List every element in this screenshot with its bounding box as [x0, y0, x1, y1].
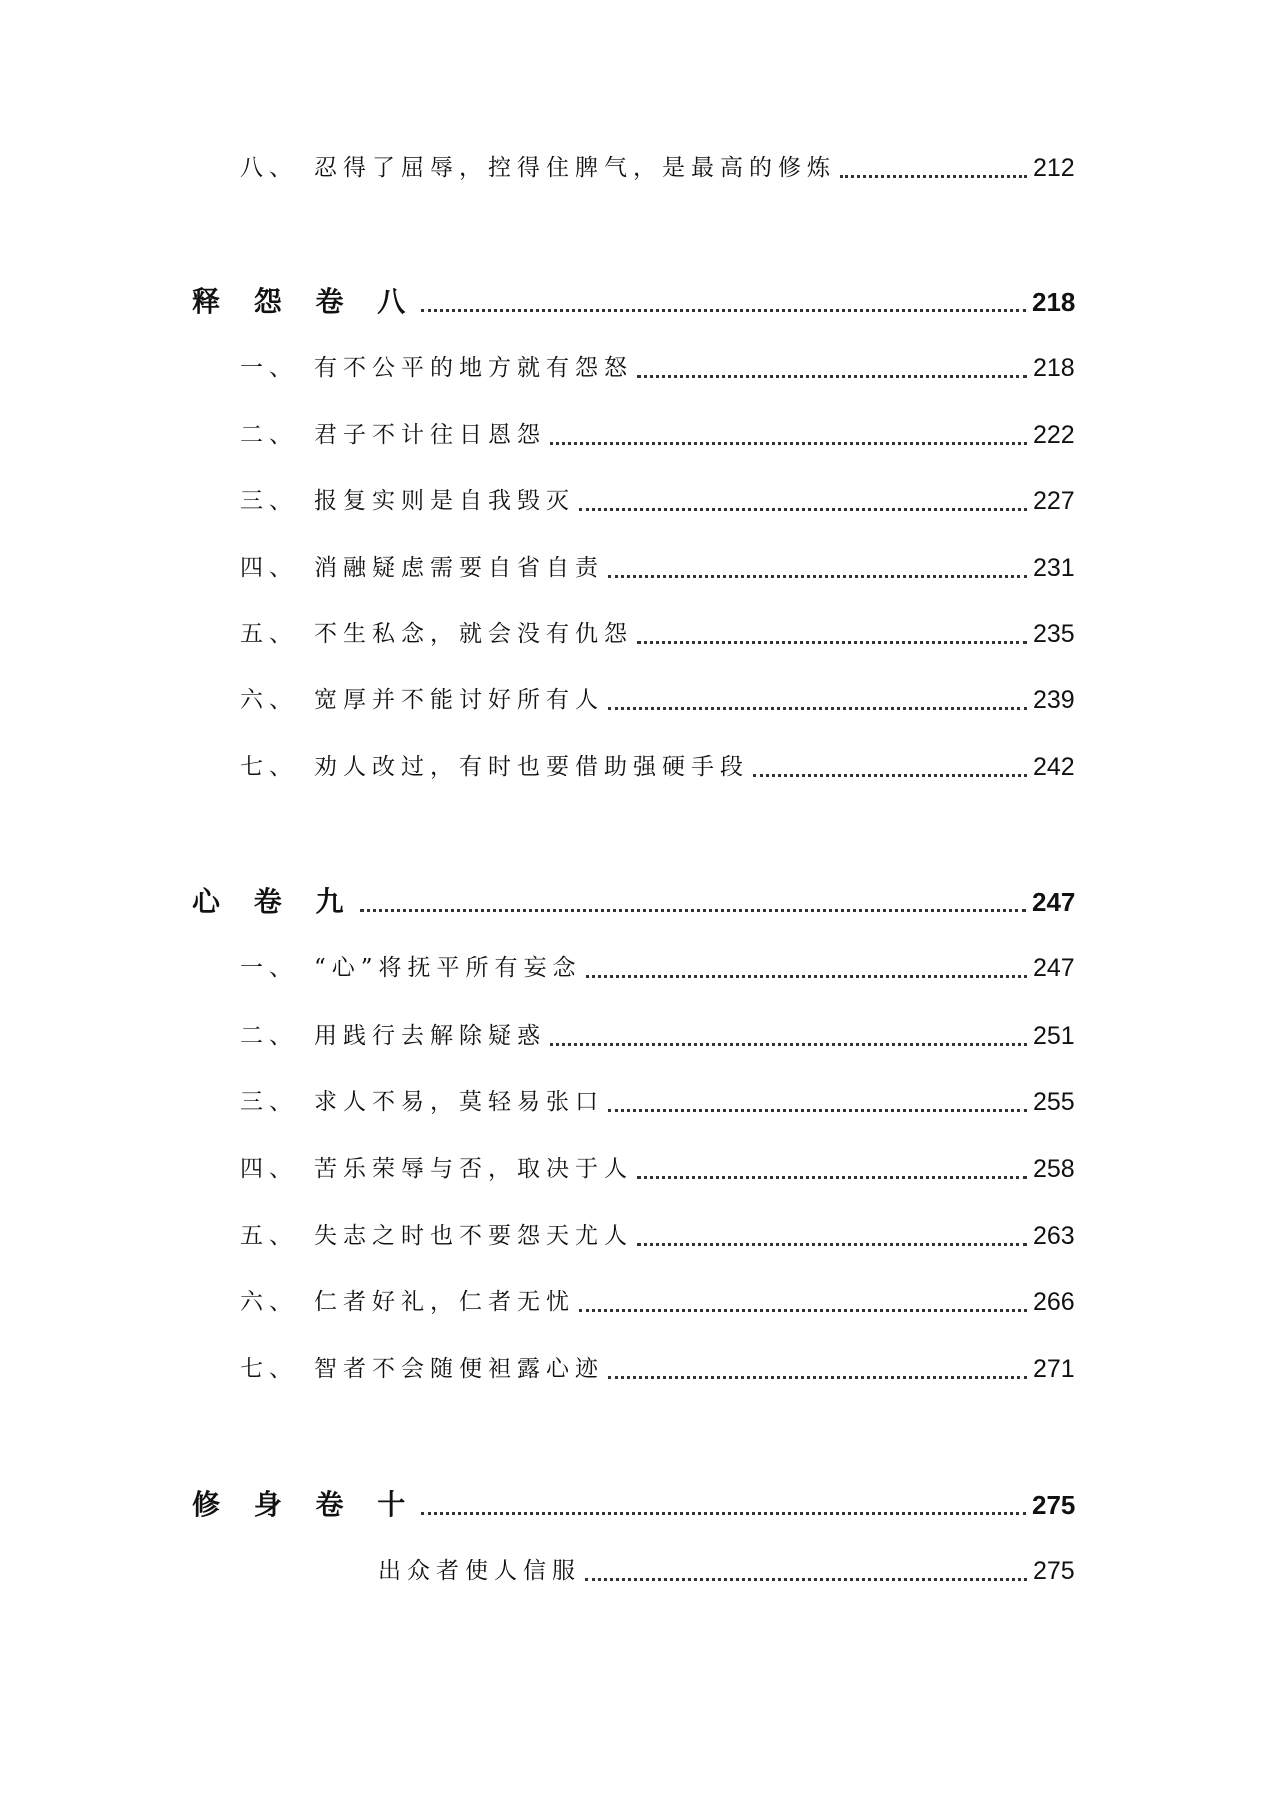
toc-entry-number: 三、 — [240, 488, 298, 514]
toc-dot-leader — [637, 1176, 1027, 1179]
toc-dot-leader — [550, 442, 1027, 445]
toc-entry-title: 不生私念，就会没有仇怨 — [314, 621, 633, 647]
toc-entry-row[interactable] — [0, 1082, 1273, 1122]
toc-dot-leader — [360, 909, 1026, 912]
toc-entry-row[interactable] — [0, 1349, 1273, 1389]
toc-entry-number: 五、 — [240, 621, 298, 647]
toc-entry-row[interactable] — [0, 948, 1273, 988]
toc-entry-title: 失志之时也不要怨天尤人 — [314, 1223, 633, 1249]
toc-page-number: 231 — [1033, 554, 1075, 582]
toc-entry-row[interactable] — [0, 415, 1273, 455]
toc-page-number: 275 — [1033, 1557, 1075, 1585]
toc-dot-leader — [586, 975, 1027, 978]
toc-entry-title: 有不公平的地方就有怨怒 — [314, 355, 633, 381]
toc-entry-number: 六、 — [240, 1289, 298, 1315]
toc-page-number: 247 — [1032, 887, 1076, 917]
toc-page-number: 263 — [1033, 1222, 1075, 1250]
toc-entry-row[interactable] — [0, 548, 1273, 588]
toc-entry-number: 五、 — [240, 1223, 298, 1249]
toc-dot-leader — [550, 1043, 1027, 1046]
toc-dot-leader — [840, 175, 1027, 178]
toc-entry-number: 二、 — [240, 422, 298, 448]
toc-entry-title: 出众者使人信服 — [378, 1558, 581, 1584]
toc-dot-leader — [608, 1109, 1027, 1112]
toc-page-number: 212 — [1033, 154, 1075, 182]
toc-entry-title: 宽厚并不能讨好所有人 — [314, 687, 604, 713]
toc-entry-row[interactable] — [0, 680, 1273, 720]
toc-entry-number: 七、 — [240, 754, 298, 780]
toc-page-number: 275 — [1032, 1490, 1076, 1520]
toc-entry-row[interactable] — [0, 1216, 1273, 1256]
toc-entry-number: 四、 — [240, 555, 298, 581]
toc-entry-number: 二、 — [240, 1023, 298, 1049]
toc-entry-number: 七、 — [240, 1356, 298, 1382]
toc-entry-row[interactable] — [0, 1016, 1273, 1056]
toc-dot-leader — [579, 508, 1027, 511]
toc-dot-leader — [608, 575, 1027, 578]
toc-entry-number: 一、 — [240, 955, 298, 981]
toc-entry-title: 劝人改过，有时也要借助强硬手段 — [314, 754, 749, 780]
toc-page-number: 218 — [1033, 354, 1075, 382]
toc-entry-row[interactable] — [0, 614, 1273, 654]
toc-entry-title: 报复实则是自我毁灭 — [314, 488, 575, 514]
toc-entry-row[interactable] — [0, 348, 1273, 388]
toc-entry-number: 八、 — [240, 155, 298, 181]
toc-entry-title: 用践行去解除疑惑 — [314, 1023, 546, 1049]
toc-page-number: 242 — [1033, 753, 1075, 781]
toc-entry-title: 仁者好礼，仁者无忧 — [314, 1289, 575, 1315]
toc-page-number: 235 — [1033, 620, 1075, 648]
toc-entry-number: 三、 — [240, 1089, 298, 1115]
toc-dot-leader — [579, 1309, 1027, 1312]
toc-section-title: 心 卷 九 — [192, 885, 356, 918]
toc-entry-number: 一、 — [240, 355, 298, 381]
toc-dot-leader — [637, 641, 1027, 644]
toc-section-row[interactable] — [0, 282, 1273, 322]
toc-dot-leader — [637, 1243, 1027, 1246]
toc-page-number: 271 — [1033, 1355, 1075, 1383]
toc-entry-row[interactable] — [0, 1282, 1273, 1322]
toc-entry-title: 求人不易，莫轻易张口 — [314, 1089, 604, 1115]
toc-dot-leader — [608, 1376, 1027, 1379]
toc-entry-title: 君子不计往日恩怨 — [314, 422, 546, 448]
toc-section-row[interactable] — [0, 882, 1273, 922]
toc-entry-title: 忍得了屈辱，控得住脾气，是最高的修炼 — [314, 155, 836, 181]
toc-section-title: 修 身 卷 十 — [192, 1488, 418, 1521]
toc-entry-title: “心”将抚平所有妄念 — [314, 955, 582, 981]
toc-page-number: 227 — [1033, 487, 1075, 515]
toc-page-number: 239 — [1033, 686, 1075, 714]
toc-entry-row[interactable] — [0, 481, 1273, 521]
toc-dot-leader — [421, 1512, 1026, 1515]
toc-entry-number: 四、 — [240, 1156, 298, 1182]
toc-page-number: 218 — [1032, 287, 1076, 317]
toc-dot-leader — [585, 1578, 1027, 1581]
toc-dot-leader — [608, 707, 1027, 710]
toc-entry-row[interactable] — [0, 148, 1273, 188]
toc-page-number: 266 — [1033, 1288, 1075, 1316]
toc-section-title: 释 怨 卷 八 — [192, 285, 418, 318]
toc-entry-row[interactable] — [0, 1551, 1273, 1591]
toc-entry-title: 消融疑虑需要自省自责 — [314, 555, 604, 581]
toc-entry-title: 苦乐荣辱与否，取决于人 — [314, 1156, 633, 1182]
toc-page-number: 255 — [1033, 1088, 1075, 1116]
toc-page-number: 251 — [1033, 1022, 1075, 1050]
toc-dot-leader — [421, 309, 1026, 312]
toc-entry-title: 智者不会随便袒露心迹 — [314, 1356, 604, 1382]
toc-page-number: 222 — [1033, 421, 1075, 449]
toc-dot-leader — [637, 375, 1027, 378]
toc-page-number: 247 — [1033, 954, 1075, 982]
toc-entry-number: 六、 — [240, 687, 298, 713]
toc-entry-row[interactable] — [0, 1149, 1273, 1189]
toc-page-number: 258 — [1033, 1155, 1075, 1183]
toc-dot-leader — [753, 774, 1027, 777]
toc-entry-row[interactable] — [0, 747, 1273, 787]
toc-section-row[interactable] — [0, 1485, 1273, 1525]
